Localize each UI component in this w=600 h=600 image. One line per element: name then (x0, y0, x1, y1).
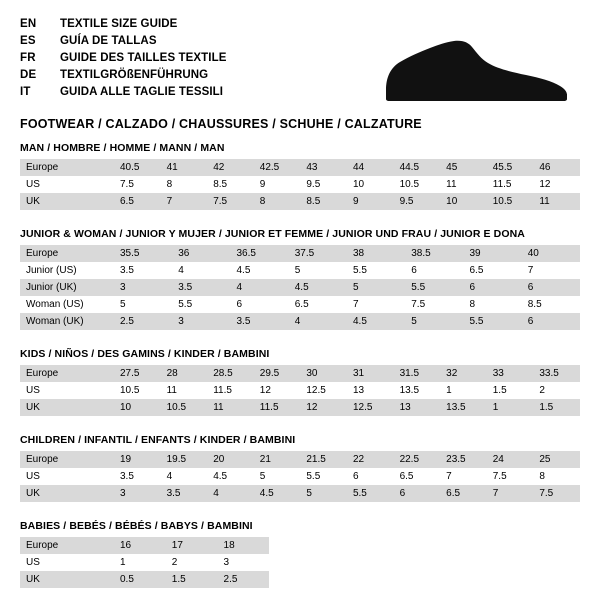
cell: 31.5 (394, 365, 441, 382)
row-label: US (26, 557, 40, 568)
table-row (20, 537, 580, 554)
cell: 19.5 (161, 451, 208, 468)
cell: 12.5 (306, 385, 326, 396)
cell: 11 (166, 385, 177, 396)
table-row (20, 262, 580, 279)
dress-shoe-icon (380, 34, 570, 106)
cell: 22 (347, 451, 394, 468)
cell: 12.5 (347, 399, 394, 416)
cell: 11.5 (213, 385, 232, 396)
cell-empty (528, 554, 580, 571)
cell: 4 (289, 313, 347, 330)
table-row (20, 485, 580, 502)
cell: 24 (487, 451, 534, 468)
cell-empty (373, 554, 425, 571)
row-label: UK (20, 193, 114, 210)
cell: 36 (172, 245, 230, 262)
row-label: US (26, 179, 40, 190)
cell: 11.5 (492, 179, 512, 190)
cell: 6 (464, 279, 522, 296)
cell: 4.5 (289, 279, 347, 296)
cell-empty (425, 571, 477, 588)
row-label: UK (20, 485, 114, 502)
cell: 9.5 (306, 179, 321, 190)
cell: 38 (347, 245, 405, 262)
table-row (20, 245, 580, 262)
table-row (20, 313, 580, 330)
section-title: BABIES / BEBÉS / BÉBÉS / BABYS / BAMBINI (20, 520, 253, 532)
row-label: Europe (20, 537, 114, 554)
cell-empty (321, 571, 373, 588)
row-label: US (26, 471, 40, 482)
cell: 33.5 (533, 365, 580, 382)
cell: 9 (347, 193, 394, 210)
cell: 25 (533, 451, 580, 468)
cell: 21 (254, 451, 301, 468)
cell: 7.5 (207, 193, 254, 210)
section-title: KIDS / NIÑOS / DES GAMINS / KINDER / BAMBINI (20, 348, 270, 360)
size-table (20, 451, 580, 502)
language-title: TEXTILGRÖßENFÜHRUNG (60, 69, 209, 81)
cell: 16 (114, 537, 166, 554)
cell: 8 (469, 299, 476, 310)
page-header (20, 16, 580, 131)
cell: 45.5 (487, 159, 534, 176)
cell: 3 (223, 557, 230, 568)
cell: 8.5 (300, 193, 347, 210)
section-babies (20, 520, 580, 588)
cell: 1.5 (492, 385, 507, 396)
cell: 7.5 (411, 299, 426, 310)
cell: 12 (539, 179, 551, 190)
cell-empty (373, 537, 425, 554)
cell: 5 (300, 485, 347, 502)
language-title: TEXTILE SIZE GUIDE (60, 18, 178, 30)
cell: 12 (259, 385, 271, 396)
cell: 43 (300, 159, 347, 176)
cell: 5.5 (405, 279, 463, 296)
cell: 13 (394, 399, 441, 416)
cell: 35.5 (114, 245, 172, 262)
cell: 21.5 (300, 451, 347, 468)
cell: 36.5 (231, 245, 289, 262)
cell: 6.5 (469, 265, 484, 276)
cell: 45 (440, 159, 487, 176)
cell: 6 (236, 299, 243, 310)
cell: 7 (353, 299, 359, 310)
cell: 10 (114, 399, 161, 416)
cell: 8 (166, 179, 173, 190)
row-label: Europe (20, 451, 114, 468)
table-row (20, 159, 580, 176)
cell: 3 (114, 485, 161, 502)
cell: 3.5 (120, 471, 134, 482)
cell: 29.5 (254, 365, 301, 382)
table-row (20, 193, 580, 210)
cell: 5.5 (178, 299, 193, 310)
cell: 7.5 (533, 485, 580, 502)
section-title: JUNIOR & WOMAN / JUNIOR Y MUJER / JUNIOR ET FEMME / JUNIOR UND FRAU / JUNIOR E DONA (20, 228, 525, 240)
cell-empty (269, 571, 321, 588)
cell: 28.5 (207, 365, 254, 382)
cell: 7 (487, 485, 534, 502)
cell: 6 (522, 313, 580, 330)
cell: 1 (487, 399, 534, 416)
cell: 46 (533, 159, 580, 176)
table-row (20, 176, 580, 193)
cell: 37.5 (289, 245, 347, 262)
cell: 6.5 (399, 471, 414, 482)
cell-empty (476, 537, 528, 554)
row-label: Europe (20, 159, 114, 176)
cell: 7.5 (492, 471, 507, 482)
cell: 28 (161, 365, 208, 382)
cell: 2.5 (218, 571, 270, 588)
cell: 22.5 (394, 451, 441, 468)
cell: 42 (207, 159, 254, 176)
cell: 4 (231, 279, 289, 296)
section-kids (20, 348, 580, 416)
category-title: FOOTWEAR / CALZADO / CHAUSSURES / SCHUHE / CALZATURE (20, 117, 422, 131)
size-sections (20, 142, 580, 588)
cell: 2 (539, 385, 545, 396)
cell: 23.5 (440, 451, 487, 468)
cell: 7.5 (120, 179, 134, 190)
cell: 10.5 (399, 179, 420, 190)
section-man (20, 142, 580, 210)
cell: 5.5 (353, 265, 367, 276)
cell: 7 (161, 193, 208, 210)
cell: 33 (487, 365, 534, 382)
cell-empty (476, 554, 528, 571)
cell: 17 (166, 537, 218, 554)
cell: 6 (352, 471, 359, 482)
cell: 10.5 (120, 385, 140, 396)
language-code: EN (20, 18, 37, 30)
cell: 4 (178, 265, 184, 276)
cell-empty (528, 571, 580, 588)
cell: 10 (440, 193, 487, 210)
language-title: GUIDA ALLE TAGLIE TESSILI (60, 86, 224, 98)
cell: 7 (446, 471, 452, 482)
cell: 3 (172, 313, 230, 330)
language-code: DE (20, 69, 37, 81)
cell: 5 (259, 471, 266, 482)
cell: 40.5 (114, 159, 161, 176)
row-label: UK (20, 571, 114, 588)
cell: 8.5 (527, 299, 542, 310)
row-label: UK (20, 399, 114, 416)
size-table (20, 159, 580, 210)
cell: 9.5 (394, 193, 441, 210)
table-row (20, 382, 580, 399)
cell: 4.5 (236, 265, 251, 276)
cell: 3.5 (120, 265, 134, 276)
cell: 8.5 (213, 179, 228, 190)
table-row (20, 399, 580, 416)
cell: 38.5 (405, 245, 463, 262)
table-row (20, 571, 580, 588)
cell: 6.5 (440, 485, 487, 502)
cell: 30 (300, 365, 347, 382)
cell: 13 (352, 385, 365, 396)
cell: 6.5 (294, 299, 309, 310)
cell: 1 (120, 557, 126, 568)
cell: 6 (411, 265, 417, 276)
cell: 32 (440, 365, 487, 382)
cell: 5 (120, 299, 126, 310)
cell: 42.5 (254, 159, 301, 176)
cell-empty (269, 554, 321, 571)
cell: 5 (294, 265, 301, 276)
cell-empty (425, 537, 477, 554)
size-table (20, 365, 580, 416)
cell: 11 (207, 399, 254, 416)
language-code: FR (20, 52, 36, 64)
cell: 41 (161, 159, 208, 176)
table-row (20, 554, 580, 571)
table-row (20, 451, 580, 468)
table-row (20, 468, 580, 485)
cell: 1.5 (166, 571, 218, 588)
cell: 5.5 (464, 313, 522, 330)
cell: 7 (527, 265, 534, 276)
row-label: Woman (UK) (20, 313, 114, 330)
cell: 5 (347, 279, 405, 296)
cell: 5.5 (306, 471, 321, 482)
cell: 6.5 (114, 193, 161, 210)
cell: 27.5 (114, 365, 161, 382)
section-title: MAN / HOMBRE / HOMME / MANN / MAN (20, 142, 225, 154)
cell: 6 (394, 485, 441, 502)
cell: 2.5 (114, 313, 172, 330)
cell: 11 (446, 179, 457, 190)
cell: 10.5 (487, 193, 534, 210)
cell: 11.5 (254, 399, 301, 416)
row-label: Woman (US) (26, 299, 84, 310)
cell-empty (269, 537, 321, 554)
cell: 9 (259, 179, 266, 190)
section-junior-woman (20, 228, 580, 330)
cell: 13.5 (399, 385, 420, 396)
cell-empty (528, 537, 580, 554)
cell: 3.5 (161, 485, 208, 502)
cell: 40 (522, 245, 580, 262)
language-row (20, 16, 580, 33)
table-row (20, 365, 580, 382)
section-title: CHILDREN / INFANTIL / ENFANTS / KINDER / BAMBINI (20, 434, 296, 446)
cell-empty (321, 537, 373, 554)
cell: 4.5 (213, 471, 228, 482)
cell: 13.5 (440, 399, 487, 416)
cell: 11 (533, 193, 580, 210)
cell: 8 (254, 193, 301, 210)
cell: 2 (171, 557, 178, 568)
section-children (20, 434, 580, 502)
cell-empty (476, 571, 528, 588)
cell: 3.5 (231, 313, 289, 330)
table-row (20, 296, 580, 313)
cell: 44.5 (394, 159, 441, 176)
size-table (20, 245, 580, 330)
size-table (20, 537, 580, 588)
cell: 44 (347, 159, 394, 176)
cell: 4 (166, 471, 173, 482)
cell: 20 (207, 451, 254, 468)
cell-empty (321, 554, 373, 571)
cell: 31 (347, 365, 394, 382)
cell: 4.5 (347, 313, 405, 330)
cell: 10 (352, 179, 365, 190)
row-label: US (26, 385, 40, 396)
cell: 12 (300, 399, 347, 416)
language-code: ES (20, 35, 36, 47)
cell: 1.5 (533, 399, 580, 416)
language-title: GUIDE DES TAILLES TEXTILE (60, 52, 227, 64)
cell: 19 (114, 451, 161, 468)
language-title: GUÍA DE TALLAS (60, 35, 157, 47)
row-label: Junior (US) (26, 265, 77, 276)
row-label: Europe (20, 365, 114, 382)
row-label: Europe (20, 245, 114, 262)
cell: 8 (539, 471, 545, 482)
table-row (20, 279, 580, 296)
cell: 3.5 (172, 279, 230, 296)
cell: 1 (446, 385, 452, 396)
cell: 39 (464, 245, 522, 262)
cell: 5.5 (347, 485, 394, 502)
row-label: Junior (UK) (20, 279, 114, 296)
cell: 3 (114, 279, 172, 296)
cell-empty (373, 571, 425, 588)
cell: 4 (207, 485, 254, 502)
cell-empty (425, 554, 477, 571)
cell: 6 (522, 279, 580, 296)
cell: 5 (405, 313, 463, 330)
cell: 18 (218, 537, 270, 554)
cell: 0.5 (114, 571, 166, 588)
cell: 10.5 (161, 399, 208, 416)
language-code: IT (20, 86, 31, 98)
cell: 4.5 (254, 485, 301, 502)
